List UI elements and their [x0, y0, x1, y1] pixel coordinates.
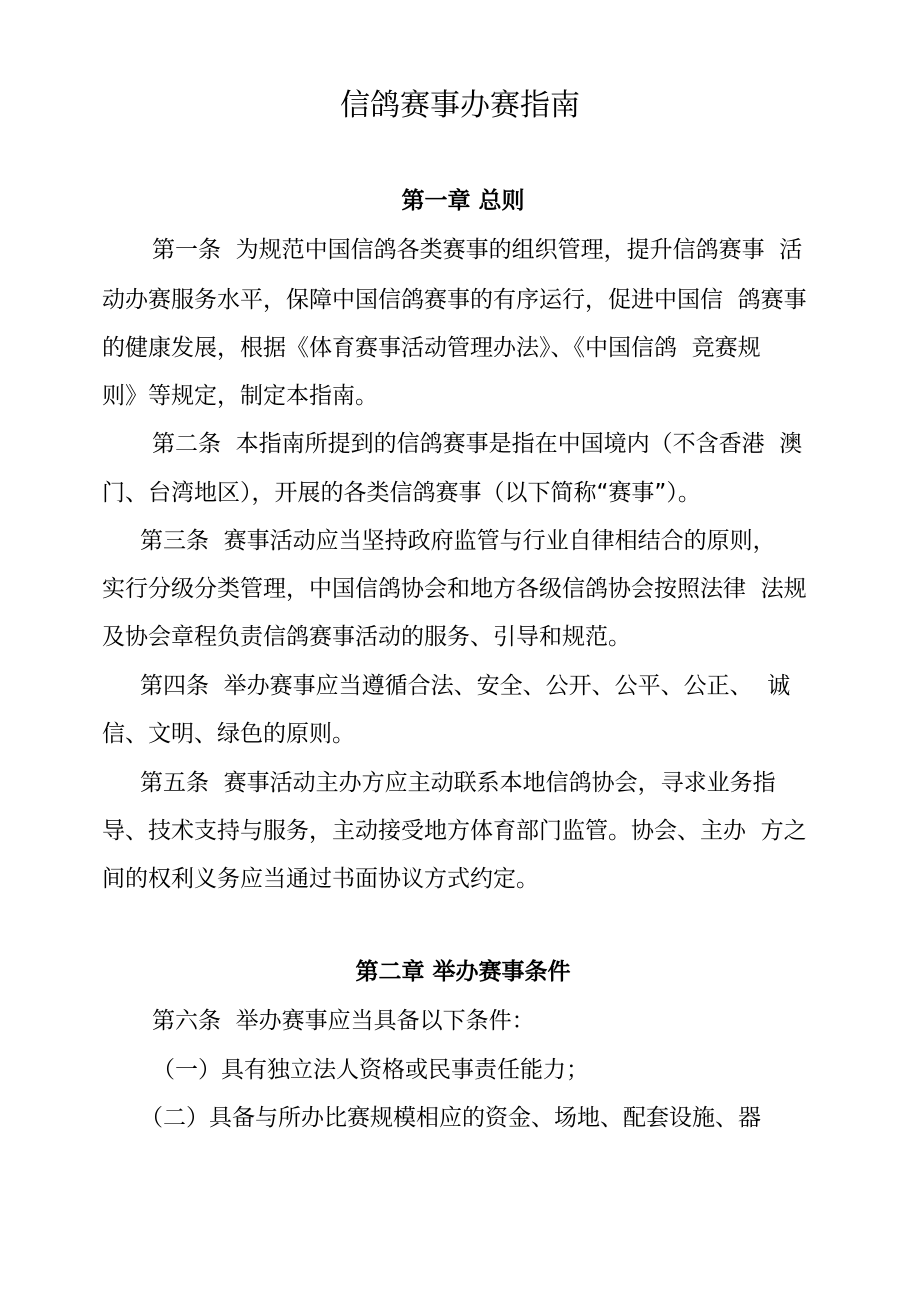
article-2-line-1: 第二条 本指南所提到的信鸽赛事是指在中国境内（不含香港 澳: [152, 431, 803, 457]
article-5-line-2: 导、技术支持与服务，主动接受地方体育部门监管。协会、主办 方之: [102, 818, 807, 844]
document-title: 信鸽赛事办赛指南: [340, 88, 580, 123]
article-4-line-1: 第四条 举办赛事应当遵循合法、安全、公开、公平、公正、 诚: [140, 673, 791, 699]
article-3-line-2: 实行分级分类管理，中国信鸽协会和地方各级信鸽协会按照法律 法规: [102, 576, 807, 602]
article-6-line-1: 第六条 举办赛事应当具备以下条件：: [152, 1008, 535, 1034]
chapter-heading-1: 第一章 总则: [401, 188, 525, 214]
article-6-item-1: （一）具有独立法人资格或民事责任能力；: [152, 1057, 589, 1083]
article-6-item-2: （二）具备与所办比赛规模相应的资金、场地、配套设施、器: [140, 1105, 761, 1131]
article-1-line-1: 第一条 为规范中国信鸽各类赛事的组织管理，提升信鸽赛事 活: [152, 237, 803, 263]
article-1-line-2: 动办赛服务水平，保障中国信鸽赛事的有序运行，促进中国信 鸽赛事: [102, 287, 807, 313]
article-1-line-4: 则》等规定，制定本指南。: [102, 383, 378, 409]
article-1-line-3: 的健康发展，根据《体育赛事活动管理办法》、《中国信鸽 竞赛规: [102, 335, 761, 361]
chapter-heading-2: 第二章 举办赛事条件: [355, 959, 571, 985]
article-3-line-1: 第三条 赛事活动应当坚持政府监管与行业自律相结合的原则，: [140, 528, 776, 554]
article-5-line-3: 间的权利义务应当通过书面协议方式约定。: [102, 866, 539, 892]
article-3-line-3: 及协会章程负责信鸽赛事活动的服务、引导和规范。: [102, 624, 631, 650]
article-4-line-2: 信、文明、绿色的原则。: [102, 721, 355, 747]
article-5-line-1: 第五条 赛事活动主办方应主动联系本地信鸽协会，寻求业务指: [140, 770, 776, 796]
article-2-line-2: 门、台湾地区），开展的各类信鸽赛事（以下简称“赛事”）。: [102, 480, 701, 506]
